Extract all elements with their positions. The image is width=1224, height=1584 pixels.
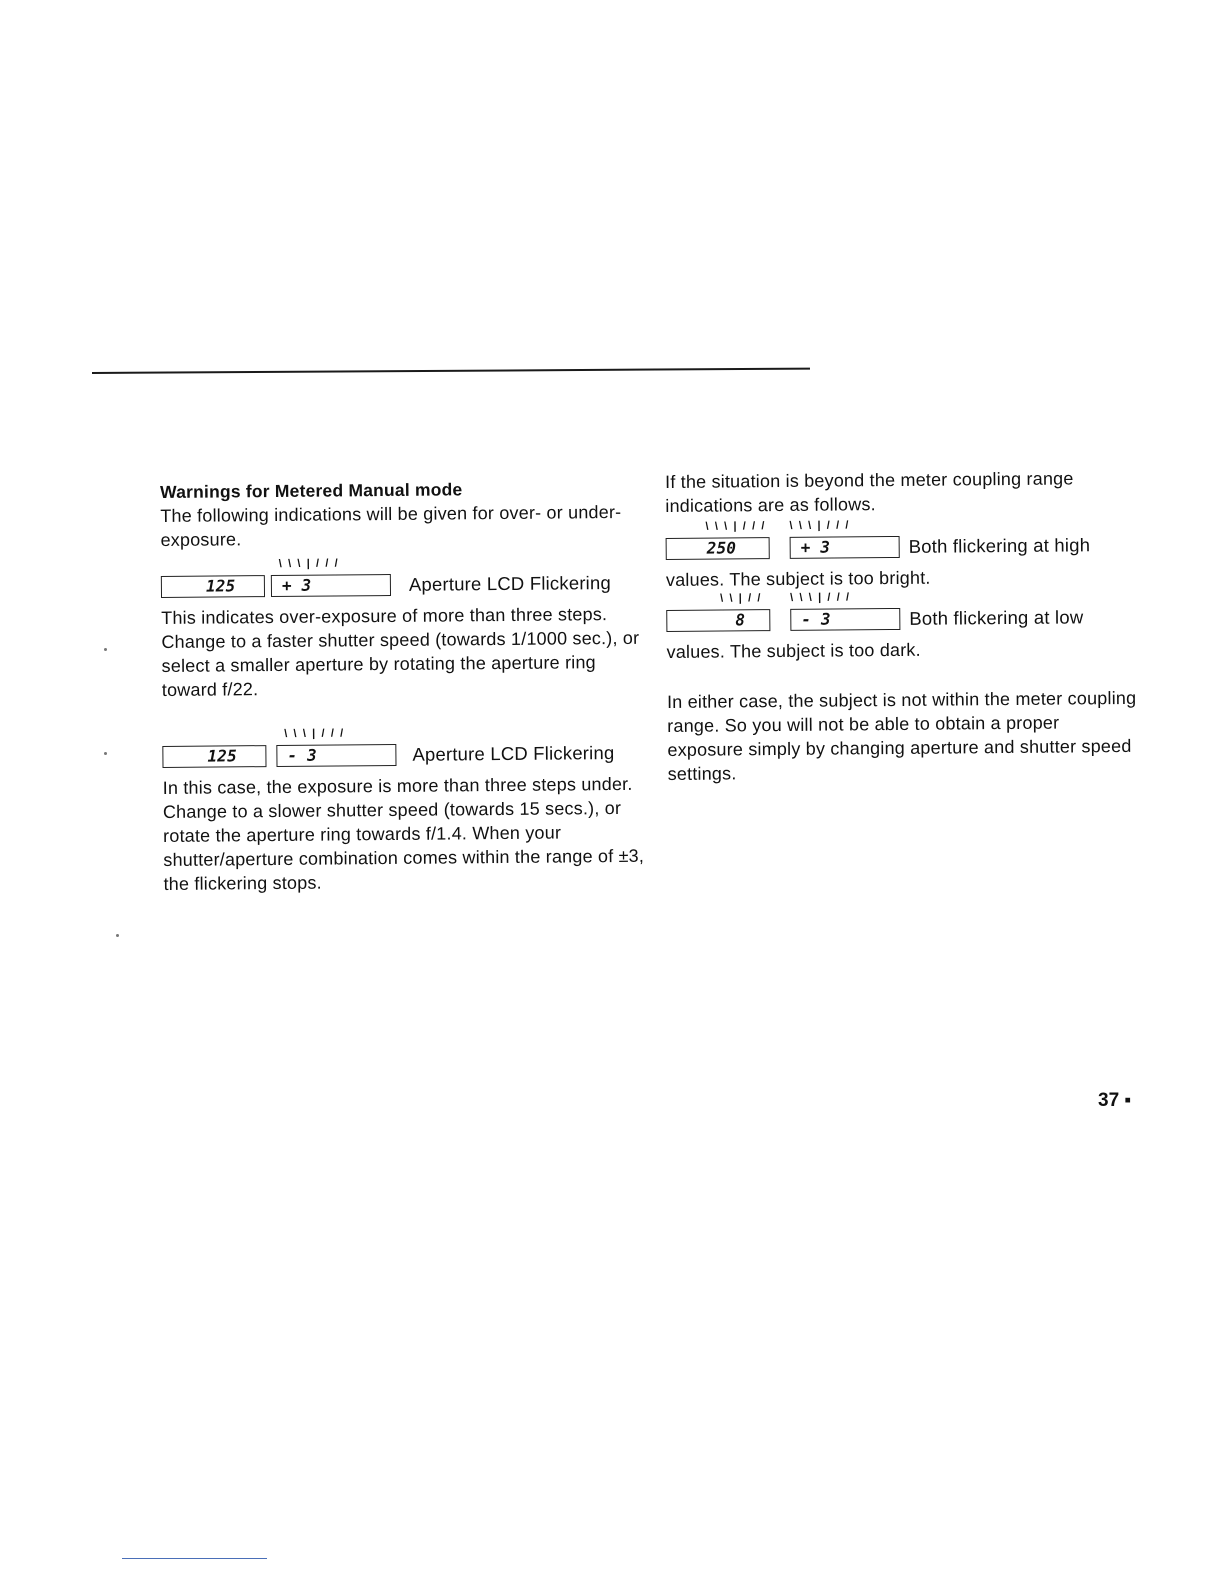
shutter-lcd: 8: [666, 609, 770, 632]
left-column: [160, 476, 654, 896]
scan-speck: [116, 934, 119, 937]
flicker-marks: \ \ \ | / / /: [284, 727, 345, 740]
aperture-lcd: + 3: [790, 536, 900, 559]
under-exposure-text: In this case, the exposure is more than three steps under. Change to a slower shutter speed (towards 15 secs.), or rotate the aperture ring towards f/1.4. When your shutter/aperture combination comes within the range of ±3, the flickering stops.: [162, 773, 645, 894]
lcd-label: Aperture LCD Flickering: [412, 742, 615, 765]
section-heading: Warnings for Metered Manual mode: [160, 479, 463, 502]
top-horizontal-rule: [92, 368, 810, 374]
aperture-lcd: - 3: [276, 744, 396, 767]
flicker-marks-aperture: \ \ \ | / / /: [789, 519, 851, 532]
lcd-label: Aperture LCD Flickering: [408, 572, 612, 595]
bottom-rule: [122, 1558, 267, 1559]
page-number: 37 ▪: [1098, 1090, 1132, 1111]
high-values-indicator: [665, 518, 1135, 568]
low-values-indicator: [666, 590, 1136, 640]
shutter-lcd: 125: [161, 575, 265, 598]
aperture-lcd: - 3: [790, 608, 900, 631]
flicker-marks: \ \ \ | / / /: [278, 557, 340, 570]
scan-speck: [104, 648, 107, 651]
conclusion-paragraph: In either case, the subject is not within the meter coupling range. So you will not be able to obtain a proper exposure simply by changing aperture and shutter speed settings.: [666, 687, 1137, 784]
shutter-lcd: 250: [666, 537, 770, 560]
lcd-label: Both flickering at low: [909, 606, 1084, 629]
shutter-lcd: 125: [162, 745, 266, 768]
under-exposure-indicator: [162, 726, 652, 776]
aperture-lcd: + 3: [271, 574, 391, 597]
high-values-text: values. The subject is too bright.: [665, 567, 931, 590]
flicker-marks-shutter: \ \ \ | / / /: [705, 520, 767, 533]
low-values-text: values. The subject is too dark.: [666, 639, 921, 662]
over-exposure-indicator: [161, 556, 651, 606]
flicker-marks-aperture: \ \ \ | / / /: [790, 591, 851, 604]
flicker-marks-shutter: \ \ | / /: [720, 592, 763, 605]
lcd-label: Both flickering at high: [908, 534, 1091, 557]
scan-speck: [104, 752, 107, 755]
right-column: [665, 466, 1138, 786]
intro-paragraph: The following indications will be given for over- or under-exposure.: [160, 501, 622, 550]
over-exposure-text: This indicates over-exposure of more than three steps. Change to a faster shutter speed (towards 1/1000 sec.), or select a smaller aperture by rotating the aperture ring toward f/22.: [161, 604, 640, 700]
intro-paragraph: If the situation is beyond the meter coupling range indications are as follows.: [665, 468, 1074, 516]
